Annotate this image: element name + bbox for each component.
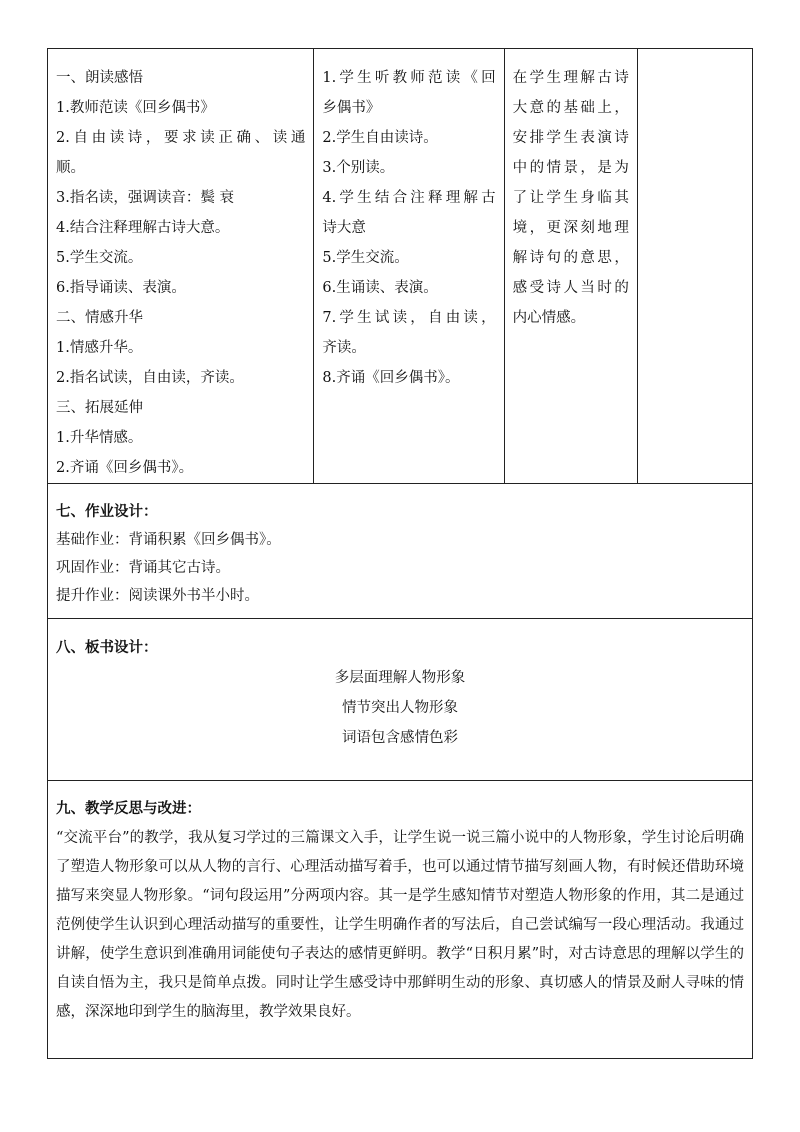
student-line: 5.学生交流。 <box>322 250 409 266</box>
homework-row <box>48 484 753 619</box>
teacher-line: 2.齐诵《回乡偶书》。 <box>56 460 194 476</box>
teacher-activity-cell <box>48 49 314 484</box>
homework-line: 提升作业：阅读课外书半小时。 <box>56 588 259 604</box>
design-intent-cell <box>504 49 637 484</box>
teacher-line: 1.教师范读《回乡偶书》 <box>56 100 215 116</box>
homework-line: 巩固作业：背诵其它古诗。 <box>56 560 230 576</box>
teacher-line: 1.情感升华。 <box>56 340 143 356</box>
board-cell <box>48 619 753 781</box>
board-line: 多层面理解人物形象 <box>334 670 466 686</box>
empty-note-cell <box>637 49 752 484</box>
homework-cell <box>48 484 753 619</box>
reflection-cell <box>48 781 753 1059</box>
teacher-line: 三、拓展延伸 <box>56 400 143 416</box>
intent-line: 解诗句的意思， <box>512 250 629 266</box>
reflection-row <box>48 781 753 1059</box>
intent-line: 在学生理解古诗 <box>512 70 629 86</box>
teacher-line: 4.结合注释理解古诗大意。 <box>56 220 230 236</box>
student-line: 3.个别读。 <box>322 160 395 176</box>
homework-line: 基础作业：背诵积累《回乡偶书》。 <box>56 532 281 548</box>
process-row <box>48 49 753 484</box>
student-line: 8.齐诵《回乡偶书》。 <box>322 370 460 386</box>
teacher-line: 2.指名试读，自由读，齐读。 <box>56 370 244 386</box>
intent-line: 大意的基础上， <box>512 100 629 116</box>
reflection-text: “交流平台”的教学，我从复习学过的三篇课文入手，让学生说一说三篇小说中的人物形象，学生讨论后明确了塑造人物形象可以从人物的言行、心理活动描写着手，也可以通过情节描写刻画人物，有时候还借助环境描写来突显人物形象。“词句段运用”分两项内容。其一是学生感知情节对塑造人物形象的作用，其二是通过范例使学生认识到心理活动描写的重要性，让学生明确作者的写法后，自己尝试编写一段心理活动。我通过讲解，使学生意识到准确用词能使句子表达的感情更鲜明。教学“日积月累”时，对古诗意思的理解以学生的自读自悟为主，我只是简单点拨。同时让学生感受诗中那鲜明生动的形象、真切感人的情景及耐人寻味的情感，深深地印到学生的脑海里，教学效果良好。 <box>56 830 744 1020</box>
board-row <box>48 619 753 781</box>
student-line: 4.学生结合注释理解古 <box>322 190 496 206</box>
teacher-line: 5.学生交流。 <box>56 250 143 266</box>
intent-line: 内心情感。 <box>512 310 586 326</box>
student-activity-cell <box>314 49 504 484</box>
teacher-line: 一、朗读感悟 <box>56 70 143 86</box>
lesson-plan-table <box>47 48 753 1059</box>
teacher-line: 6.指导诵读、表演。 <box>56 280 186 296</box>
intent-line: 境，更深刻地理 <box>512 220 629 236</box>
student-line: 2.学生自由读诗。 <box>322 130 438 146</box>
teacher-line: 1.升华情感。 <box>56 430 143 446</box>
board-line: 词语包含感情色彩 <box>342 730 458 746</box>
student-line: 齐读。 <box>322 340 366 356</box>
student-line: 7.学生试读，自由读， <box>322 310 496 326</box>
student-line: 6.生诵读、表演。 <box>322 280 438 296</box>
teacher-line: 2.自由读诗，要求读正确、读通 <box>56 130 306 146</box>
intent-line: 感受诗人当时的 <box>512 280 629 296</box>
teacher-line: 顺。 <box>56 160 85 176</box>
reflection-heading: 九、教学反思与改进： <box>56 801 201 817</box>
board-line: 情节突出人物形象 <box>342 700 458 716</box>
student-line: 乡偶书》 <box>322 100 381 116</box>
board-heading: 八、板书设计： <box>56 640 158 656</box>
lesson-plan-page <box>47 48 753 1059</box>
intent-line: 了让学生身临其 <box>512 190 629 206</box>
teacher-line: 3.指名读，强调读音：鬓 衰 <box>56 190 234 206</box>
homework-heading: 七、作业设计： <box>56 504 158 520</box>
student-line: 1.学生听教师范读《回 <box>322 70 496 86</box>
intent-line: 安排学生表演诗 <box>512 130 629 146</box>
teacher-line: 二、情感升华 <box>56 310 143 326</box>
intent-line: 中的情景，是为 <box>512 160 629 176</box>
student-line: 诗大意 <box>322 220 366 236</box>
